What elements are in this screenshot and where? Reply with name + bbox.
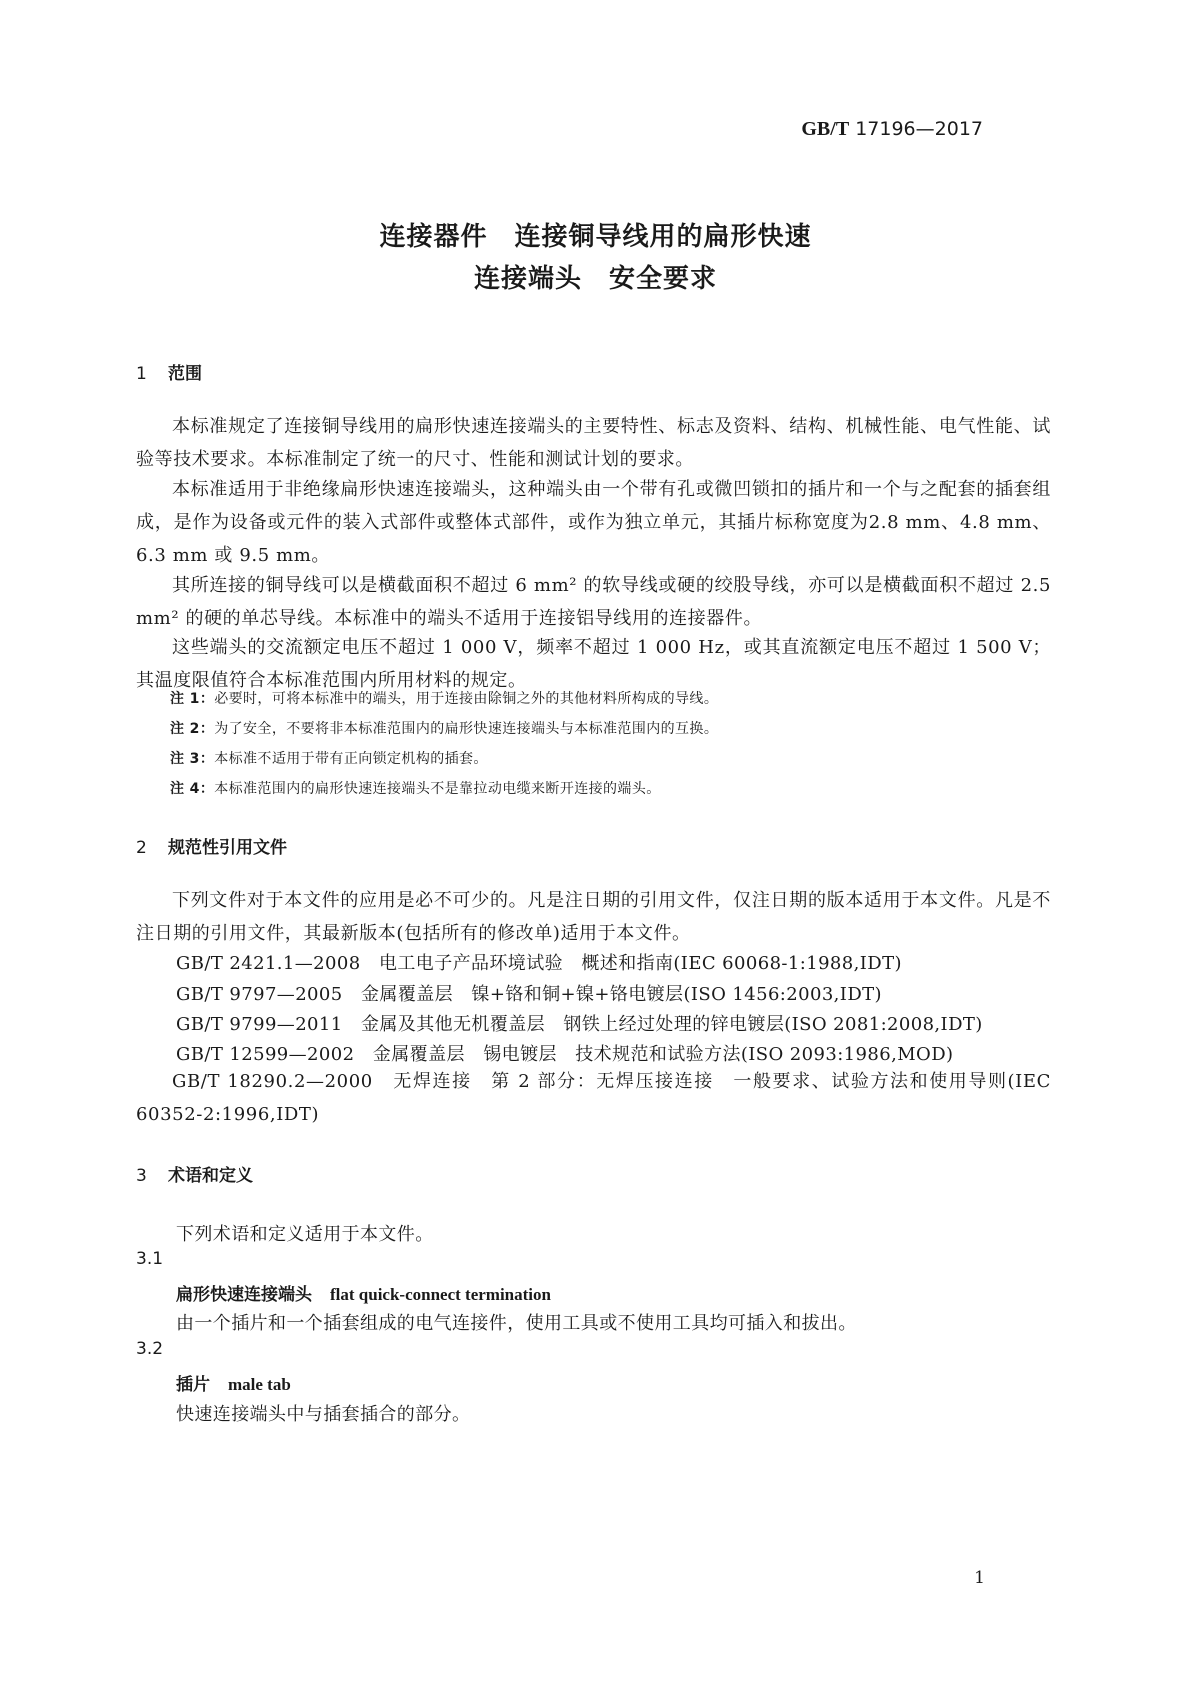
term-definition: 由一个插片和一个插套组成的电气连接件，使用工具或不使用工具均可插入和拔出。 — [176, 1313, 857, 1334]
term-english: flat quick-connect termination — [330, 1285, 551, 1304]
section-title: 范围 — [168, 364, 202, 384]
term-chinese: 插片 — [176, 1375, 210, 1395]
note: 注 1：必要时，可将本标准中的端头，用于连接由除铜之外的其他材料所构成的导线。 — [170, 691, 719, 707]
term-heading — [176, 1370, 291, 1395]
section-2-heading — [136, 833, 287, 858]
document-title-line-1: 连接器件 连接铜导线用的扁形快速 — [379, 222, 812, 252]
section-title: 术语和定义 — [168, 1166, 253, 1186]
standard-number — [801, 118, 983, 141]
reference-item: GB/T 9799—2011 金属及其他无机覆盖层 钢铁上经过处理的锌电镀层(ISO 2081:2008,IDT) — [176, 1014, 983, 1035]
paragraph: 下列术语和定义适用于本文件。 — [176, 1224, 434, 1245]
term-chinese: 扁形快速连接端头 — [176, 1285, 312, 1305]
reference-item: GB/T 9797—2005 金属覆盖层 镍+铬和铜+镍+铬电镀层(ISO 1456:2003,IDT) — [176, 984, 882, 1005]
paragraph: 本标准规定了连接铜导线用的扁形快速连接端头的主要特性、标志及资料、结构、机械性能、电气性能、试验等技术要求。本标准制定了统一的尺寸、性能和测试计划的要求。 — [136, 416, 1051, 470]
standard-prefix: GB/T — [801, 118, 850, 140]
page-number: 1 — [974, 1568, 985, 1588]
term-definition: 快速连接端头中与插套插合的部分。 — [176, 1404, 471, 1425]
section-title: 规范性引用文件 — [168, 838, 287, 858]
standard-code: 17196—2017 — [855, 118, 983, 140]
section-1-heading — [136, 359, 202, 384]
section-number: 1 — [136, 364, 147, 384]
note: 注 2：为了安全，不要将非本标准范围内的扁形快速连接端头与本标准范围内的互换。 — [170, 721, 719, 737]
section-3-heading — [136, 1161, 253, 1186]
section-number: 3 — [136, 1166, 147, 1186]
paragraph: 下列文件对于本文件的应用是必不可少的。凡是注日期的引用文件，仅注日期的版本适用于本文件。凡是不注日期的引用文件，其最新版本(包括所有的修改单)适用于本文件。 — [136, 890, 1051, 944]
term-heading — [176, 1280, 551, 1305]
reference-item: GB/T 18290.2—2000 无焊连接 第 2 部分：无焊压接连接 一般要求、试验方法和使用导则(IEC 60352-2:1996,IDT) — [136, 1071, 1051, 1125]
note: 注 3：本标准不适用于带有正向锁定机构的插套。 — [170, 751, 488, 767]
paragraph: 本标准适用于非绝缘扁形快速连接端头，这种端头由一个带有孔或微凹锁扣的插片和一个与之配套的插套组成，是作为设备或元件的装入式部件或整体式部件，或作为独立单元，其插片标称宽度为2.8 mm、4.8 mm、6.3 mm 或 9.5 mm。 — [136, 479, 1051, 566]
reference-item: GB/T 2421.1—2008 电工电子产品环境试验 概述和指南(IEC 60068-1:1988,IDT) — [176, 953, 902, 974]
note: 注 4：本标准范围内的扁形快速连接端头不是靠拉动电缆来断开连接的端头。 — [170, 781, 661, 797]
reference-item: GB/T 12599—2002 金属覆盖层 锡电镀层 技术规范和试验方法(ISO 2093:1986,MOD) — [176, 1044, 954, 1065]
paragraph: 其所连接的铜导线可以是横截面积不超过 6 mm² 的软导线或硬的绞股导线，亦可以是横截面积不超过 2.5 mm² 的硬的单芯导线。本标准中的端头不适用于连接铝导线用的连接器件。 — [136, 575, 1051, 629]
term-english: male tab — [228, 1375, 291, 1394]
paragraph: 这些端头的交流额定电压不超过 1 000 V，频率不超过 1 000 Hz，或其直流额定电压不超过 1 500 V；其温度限值符合本标准范围内所用材料的规定。 — [136, 637, 1051, 691]
document-title-line-2: 连接端头 安全要求 — [473, 264, 717, 294]
term-number: 3.1 — [136, 1249, 164, 1269]
term-number: 3.2 — [136, 1339, 164, 1359]
section-number: 2 — [136, 838, 147, 858]
